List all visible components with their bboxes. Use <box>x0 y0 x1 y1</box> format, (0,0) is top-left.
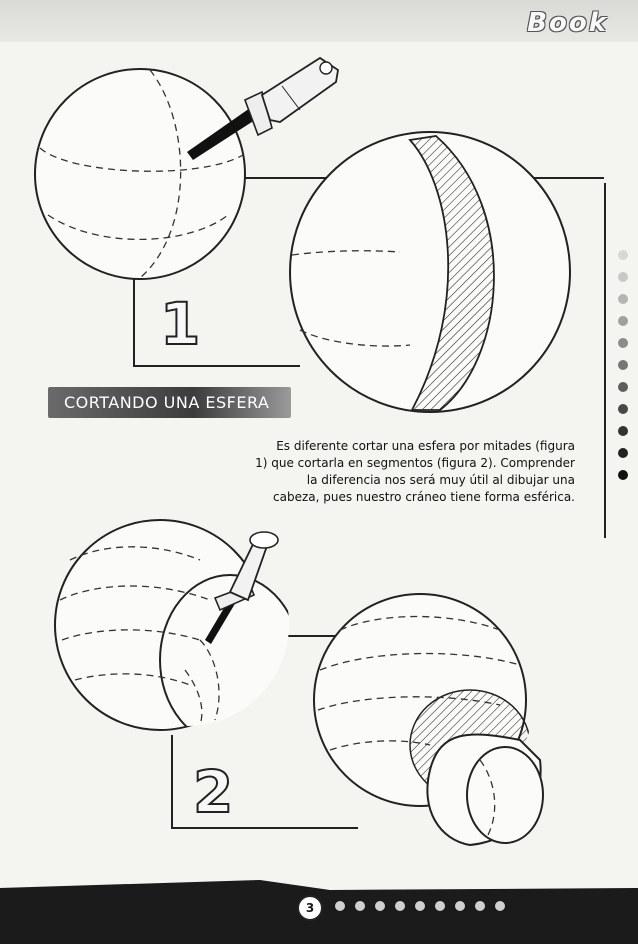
figure-2-number: 2 <box>193 758 234 826</box>
bottom-dots <box>335 901 505 911</box>
side-dot <box>618 250 628 260</box>
body-line: la diferencia nos será muy útil al dibujar una <box>306 473 575 487</box>
side-dot <box>618 426 628 436</box>
body-line: 1) que cortarla en segmentos (figura 2). Comprender <box>255 456 575 470</box>
body-line: Es diferente cortar una esfera por mitades (figura <box>276 439 575 453</box>
figure-1-number: 1 <box>160 290 201 358</box>
figure-1 <box>35 58 604 412</box>
figure-2 <box>55 520 543 845</box>
sphere-whole-illustration <box>35 69 245 279</box>
side-dot <box>618 404 628 414</box>
side-dot <box>618 316 628 326</box>
sphere-segment-out-illustration <box>314 594 543 845</box>
book-label: Book <box>527 8 608 38</box>
body-line: cabeza, pues nuestro cráneo tiene forma esférica. <box>273 490 575 504</box>
sphere-halves-illustration <box>290 132 570 412</box>
side-rule <box>604 183 606 538</box>
side-dot-column <box>616 250 630 492</box>
body-paragraph <box>255 438 575 506</box>
side-dot <box>618 382 628 392</box>
side-dot <box>618 294 628 304</box>
side-dot <box>618 470 628 480</box>
side-dot <box>618 272 628 282</box>
side-dot <box>618 448 628 458</box>
section-title: CORTANDO UNA ESFERA <box>48 387 291 418</box>
side-dot <box>618 360 628 370</box>
page-number: 3 <box>297 895 323 921</box>
side-dot <box>618 338 628 348</box>
